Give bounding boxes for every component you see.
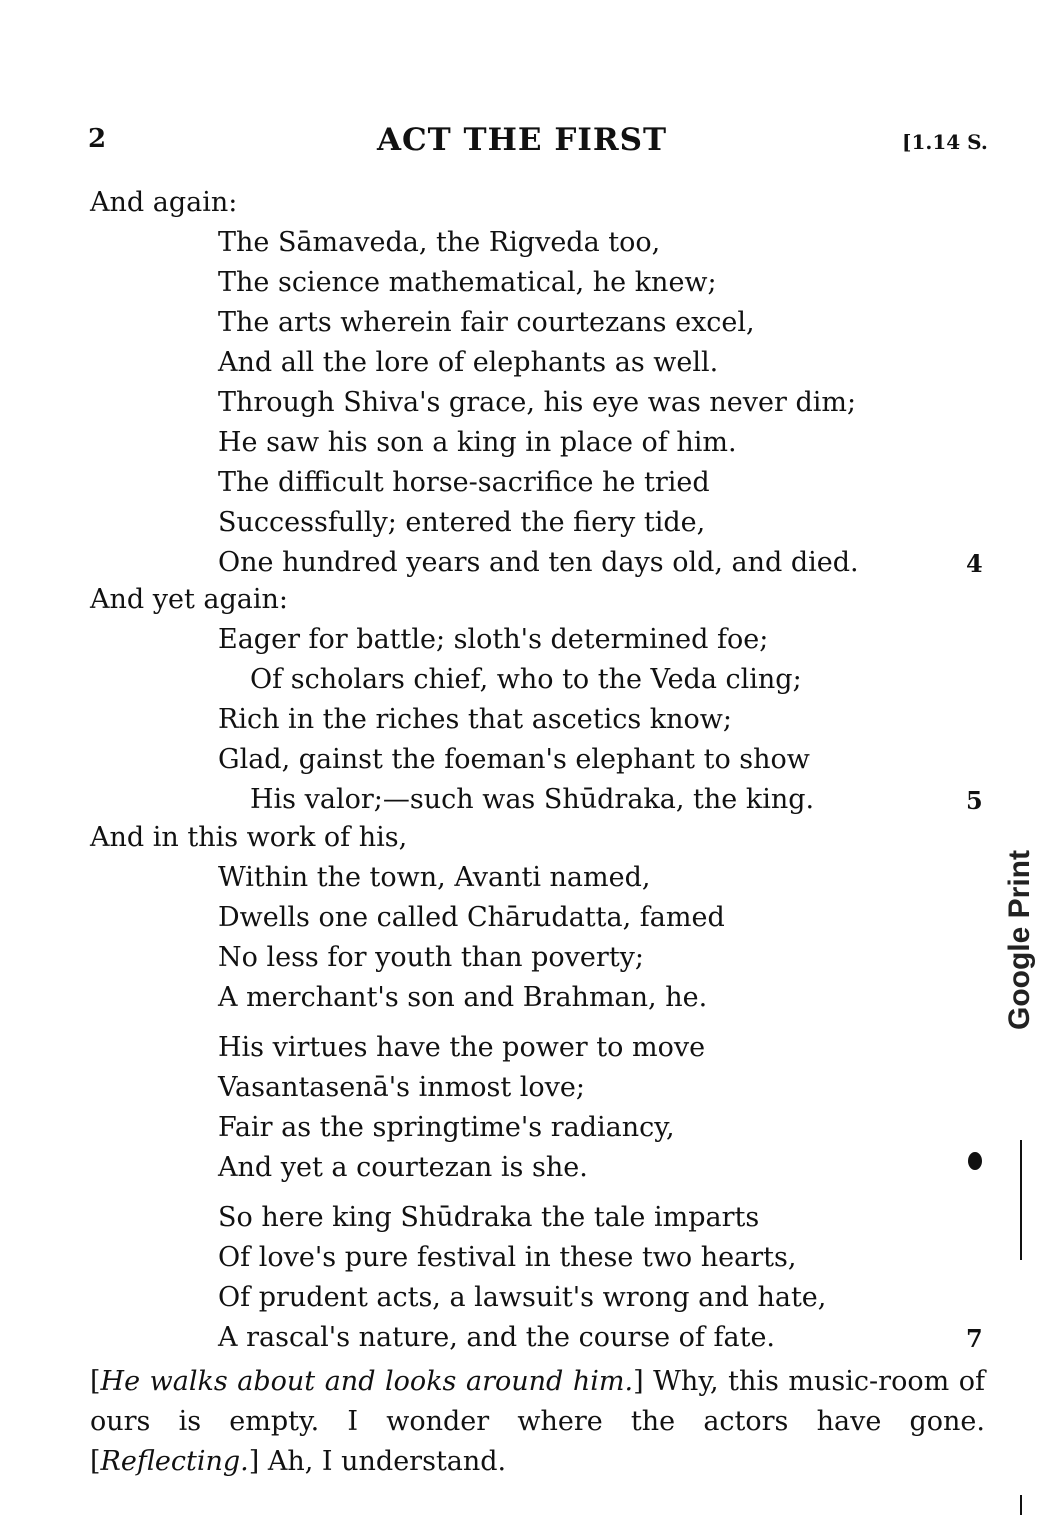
running-title: ACT THE FIRST — [376, 122, 668, 158]
verse-line: A rascal's nature, and the course of fate. — [218, 1322, 776, 1353]
signature-mark: [1.14 S. — [902, 130, 988, 154]
verse-line: Of prudent acts, a lawsuit's wrong and hate, — [218, 1282, 827, 1313]
verse-line: Glad, gainst the foeman's elephant to show — [218, 744, 810, 775]
stage-direction: Reflecting. — [100, 1446, 249, 1477]
google-print-watermark: Google Print — [1003, 850, 1036, 1030]
verse-line: Of love's pure festival in these two hearts, — [218, 1242, 797, 1273]
verse-line: Vasantasenā's inmost love; — [218, 1072, 585, 1103]
verse-line: Eager for battle; sloth's determined foe; — [218, 624, 769, 655]
verse-line: So here king Shūdraka the tale imparts — [218, 1202, 760, 1233]
verse-line: The arts wherein fair courtezans excel, — [218, 307, 755, 338]
verse-line: Successfully; entered the fiery tide, — [218, 507, 706, 538]
verse-line: No less for youth than poverty; — [218, 942, 645, 973]
verse-line: Of scholars chief, who to the Veda cling; — [250, 664, 802, 695]
verse-line: A merchant's son and Brahman, he. — [218, 982, 708, 1013]
scan-mark — [1020, 1495, 1022, 1515]
dialogue-text: ] Ah, I understand. — [248, 1446, 507, 1477]
stanza-number: 5 — [966, 786, 983, 815]
verse-line: The science mathematical, he knew; — [218, 267, 717, 298]
verse-line: His valor;—such was Shūdraka, the king. — [250, 784, 815, 815]
verse-line: Dwells one called Chārudatta, famed — [218, 902, 725, 933]
verse-line: Rich in the riches that ascetics know; — [218, 704, 733, 735]
verse-line: Within the town, Avanti named, — [218, 862, 651, 893]
verse-line: One hundred years and ten days old, and died. — [218, 547, 859, 578]
verse-line: Through Shiva's grace, his eye was never dim; — [218, 387, 857, 418]
stanza-number: 4 — [966, 549, 983, 578]
stage-direction: He walks about and looks around him. — [100, 1366, 634, 1397]
verse-line: He saw his son a king in place of him. — [218, 427, 737, 458]
closing-paragraph — [90, 1362, 985, 1482]
scan-speck — [968, 1152, 982, 1170]
stanza-number: 7 — [966, 1324, 983, 1353]
verse-line: The Sāmaveda, the Rigveda too, — [218, 227, 661, 258]
page-number: 2 — [88, 124, 107, 154]
verse-line: And all the lore of elephants as well. — [218, 347, 719, 378]
prose-line: And in this work of his, — [90, 822, 408, 853]
verse-line: And yet a courtezan is she. — [218, 1152, 588, 1183]
scan-mark — [1020, 1140, 1022, 1260]
page-header — [0, 122, 1044, 162]
prose-line: And yet again: — [90, 584, 289, 615]
dialogue-text: ] Why, this music-room of ours is empty. I wonder where the actors have gone. [ — [90, 1366, 985, 1477]
verse-line: The difficult horse-sacrifice he tried — [218, 467, 710, 498]
bracket: [ — [90, 1366, 101, 1397]
prose-line: And again: — [90, 187, 238, 218]
verse-line: Fair as the springtime's radiancy, — [218, 1112, 675, 1143]
verse-line: His virtues have the power to move — [218, 1032, 706, 1063]
